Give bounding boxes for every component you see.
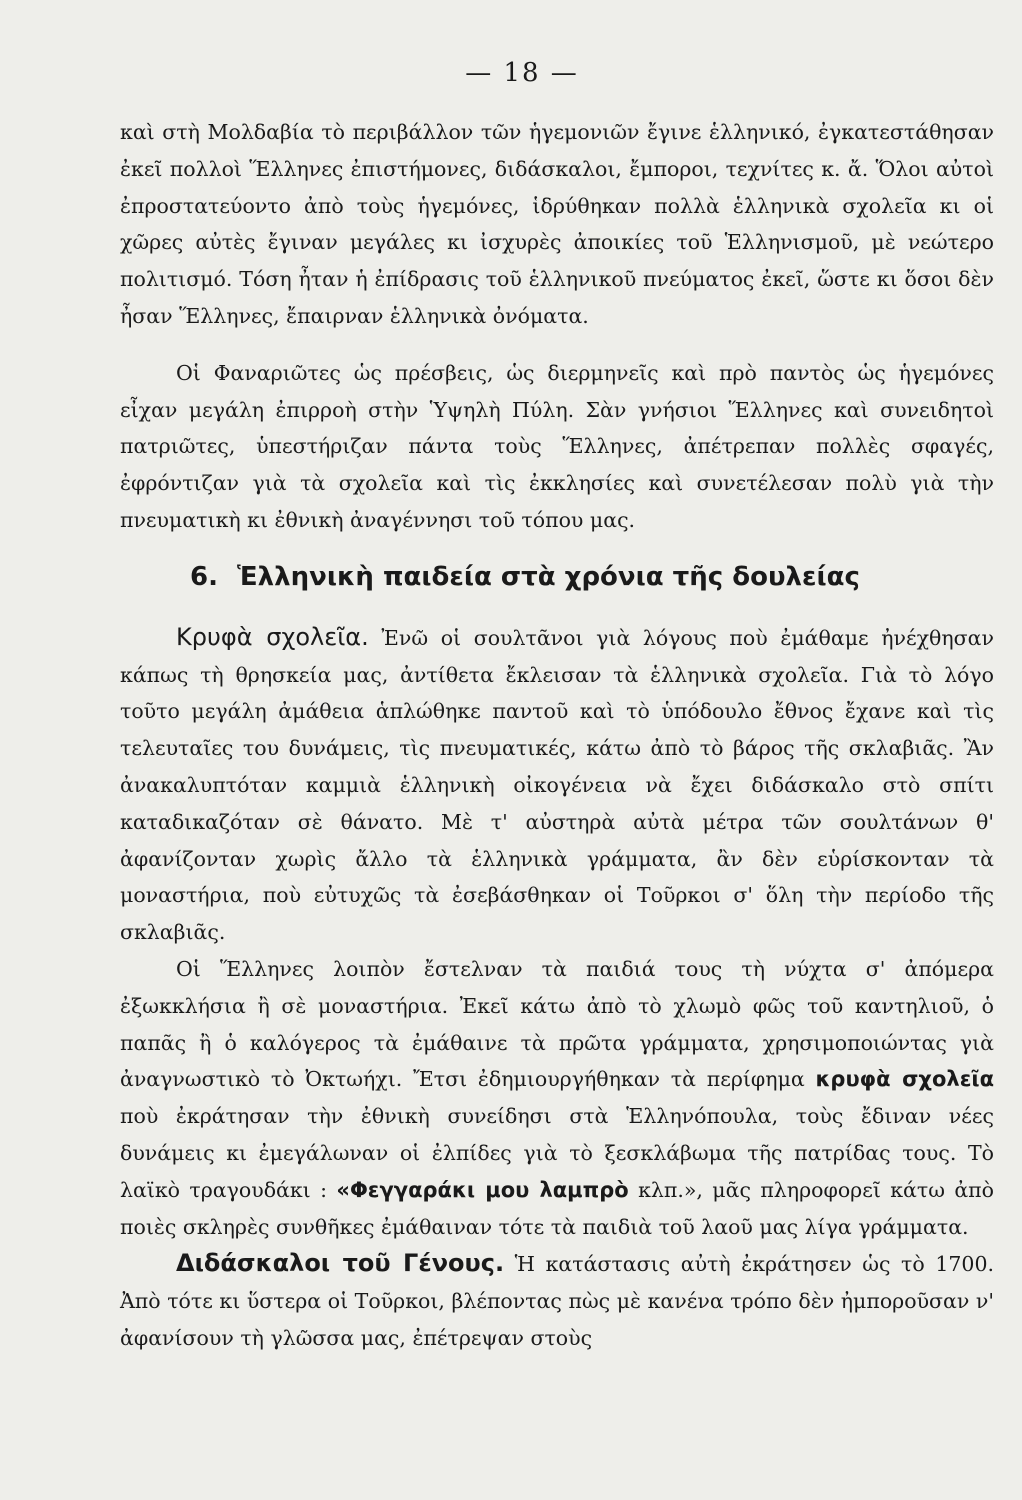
paragraph-lead-teachers: Διδάσκαλοι τοῦ Γένους.: [176, 1249, 505, 1278]
section-number: 6.: [190, 561, 218, 592]
page-number: — 18 —: [465, 58, 579, 88]
paragraph-secret-schools: [120, 619, 994, 951]
section-title: Ἑλληνικὴ παιδεία στὰ χρόνια τῆς δουλείας: [237, 561, 860, 592]
paragraph-text-b: ποὺ ἐκράτησαν τὴν ἐθνικὴ συνείδησι στὰ Ἑλληνόπουλα, τοὺς ἔδιναν νέες δυνάμεις κι ἐμεγάλωναν οἱ ἐλπίδες γιὰ τὸ ξεσκλάβωμα τῆς πατρίδας τους. Τὸ λαϊκὸ τραγουδάκι :: [120, 1104, 994, 1202]
paragraph-phanariots: Οἱ Φαναριῶτες ὡς πρέσβεις, ὡς διερμηνεῖς καὶ πρὸ παντὸς ὡς ἡγεμόνες εἶχαν μεγάλη ἐπιρροὴ στὴν Ὑψηλὴ Πύλη. Σὰν γνήσιοι Ἕλληνες καὶ συνειδητοὶ πατριῶτες, ὑπεστήριζαν πάντα τοὺς Ἕλληνες, ἀπέτρεπαν πολλὲς σφαγές, ἐφρόντιζαν γιὰ τὰ σχολεῖα καὶ τὶς ἐκκλησίες καὶ συνετέλεσαν πολὺ γιὰ τὴν πνευματικὴ κι ἐθνικὴ ἀναγέννησι τοῦ τόπου μας.: [120, 360, 994, 532]
paragraph-moldavia: καὶ στὴ Μολδαβία τὸ περιβάλλον τῶν ἡγεμονιῶν ἔγινε ἑλληνικό, ἐγκατεστάθησαν ἐκεῖ πολλοὶ Ἕλληνες ἐπιστήμονες, διδάσκαλοι, ἔμποροι, τεχνίτες κ. ἄ. Ὅλοι αὐτοὶ ἐπροστατεύοντο ἀπὸ τοὺς ἡγεμόνες, ἱδρύθηκαν πολλὰ ἑλληνικὰ σχολεῖα κι οἱ χῶρες αὐτὲς ἔγιναν μεγάλες κι ἰσχυρὲς ἀποικίες τοῦ Ἑλληνισμοῦ, μὲ νεώτερο πολιτισμό. Τόση ἦταν ἡ ἐπίδρασις τοῦ ἑλληνικοῦ πνεύματος ἐκεῖ, ὥστε κι ὅσοι δὲν ἦσαν Ἕλληνες, ἔπαιρναν ἑλληνικὰ ὀνόματα.: [120, 120, 994, 328]
paragraph-text-c: κλπ.», μᾶς πληροφορεῖ κάτω ἀπὸ ποιὲς σκληρὲς συνθῆκες ἐμάθαιναν τότε τὰ παιδιὰ τοῦ λαοῦ μας λίγα γράμματα.: [120, 1177, 994, 1239]
paragraph-teachers-of-nation: [120, 1245, 994, 1356]
paragraph-body-secret-schools: Ἐνῶ οἱ σουλτᾶνοι γιὰ λόγους ποὺ ἐμάθαμε ἠνέχθησαν κάπως τὴ θρησκεία μας, ἀντίθετα ἔκλεισαν τὰ ἑλληνικὰ σχολεῖα. Γιὰ τὸ λόγο τοῦτο μεγάλη ἀμάθεια ἁπλώθηκε παντοῦ καὶ τὸ ὑπόδουλο ἔθνος ἔχανε καὶ τὶς τελευταῖες του δυνάμεις, τὶς πνευματικές, κάτω ἀπὸ τὸ βάρος τῆς σκλαβιᾶς. Ἂν ἀνακαλυπτόταν καμμιὰ ἑλληνικὴ οἰκογένεια νὰ ἔχει διδάσκαλο στὸ σπίτι καταδικαζόταν σὲ θάνατο. Μὲ τ' αὐστηρὰ αὐτὰ μέτρα τῶν σουλτάνων θ' ἀφανίζονταν χωρὶς ἄλλο τὰ ἑλληνικὰ γράμματα, ἂν δὲν εὑρίσκονταν τὰ μοναστήρια, ποὺ εὐτυχῶς τὰ ἐσεβάσθηκαν οἱ Τοῦρκοι σ' ὅλη τὴν περίοδο τῆς σκλαβιᾶς.: [120, 625, 994, 945]
paragraph-lead-secret-schools: Κρυφὰ σχολεῖα.: [176, 622, 369, 651]
emphasis-secret-schools: κρυφὰ σχολεῖα: [815, 1067, 994, 1092]
paragraph-night-lessons: [120, 951, 994, 1245]
section-heading: [190, 559, 994, 595]
paragraph-body-teachers: Ἡ κατάστασις αὐτὴ ἐκράτησεν ὡς τὸ 1700. Ἀπὸ τότε κι ὕστερα οἱ Τοῦρκοι, βλέποντας πὼς μὲ κανένα τρόπο δὲν ἠμποροῦσαν ν' ἀφανίσουν τὴ γλῶσσα μας, ἐπέτρεψαν στοὺς: [120, 1252, 995, 1350]
paragraph-text-a: Οἱ Ἕλληνες λοιπὸν ἔστελναν τὰ παιδιά τους τὴ νύχτα σ' ἀπόμερα ἐξωκκλήσια ἢ σὲ μοναστήρια. Ἐκεῖ κάτω ἀπὸ τὸ χλωμὸ φῶς τοῦ καντηλιοῦ, ὁ παπᾶς ἢ ὁ καλόγερος τὰ ἐμάθαινε τὰ πρῶτα γράμματα, χρησιμοποιώντας γιὰ ἀναγνωστικὸ τὸ Ὀκτωήχι. Ἔτσι ἐδημιουργήθηκαν τὰ περίφημα: [120, 956, 994, 1092]
emphasis-folk-song: «Φεγγαράκι μου λαμπρὸ: [336, 1177, 629, 1202]
